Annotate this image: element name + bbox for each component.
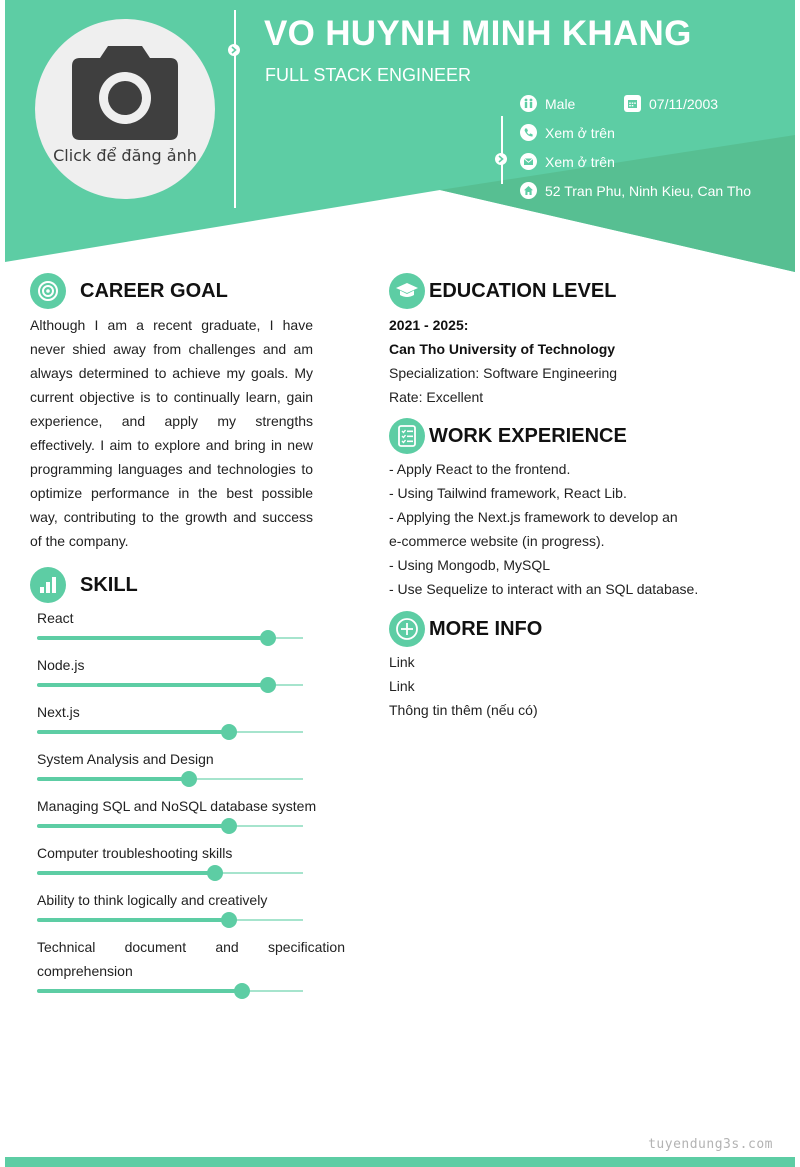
calendar-icon <box>624 95 641 112</box>
header-divider <box>234 10 236 208</box>
candidate-name: VO HUYNH MINH KHANG <box>264 14 692 53</box>
skill-fill <box>37 730 229 734</box>
more-info-heading <box>389 611 542 647</box>
address-row <box>520 182 751 199</box>
more-info-link[interactable]: Link <box>389 678 415 694</box>
gender-row <box>520 95 575 112</box>
more-info-details <box>389 650 538 722</box>
work-line: - Using Tailwind framework, React Lib. <box>389 485 627 501</box>
education-period: 2021 - 2025: <box>389 317 469 333</box>
phone-icon <box>520 124 537 141</box>
work-line: - Using Mongodb, MySQL <box>389 557 551 573</box>
education-rate: Rate: Excellent <box>389 389 484 405</box>
target-icon <box>30 273 66 309</box>
address-value: 52 Tran Phu, Ninh Kieu, Can Tho <box>545 182 751 199</box>
skill-fill <box>37 777 189 781</box>
work-title: WORK EXPERIENCE <box>429 424 627 447</box>
birthday-row <box>624 95 718 112</box>
career-goal-heading <box>30 273 228 309</box>
divider-arrow <box>228 44 240 56</box>
skill-name: Ability to think logically and creatively <box>37 892 268 908</box>
education-specialization: Specialization: Software Engineering <box>389 365 618 381</box>
more-info-extra: Thông tin thêm (nếu có) <box>389 702 538 718</box>
career-goal-text: Although I am a recent graduate, I have never shied away from challenges and am always determined to achieve my goals. My current objective is to continually learn, gain experience, and apply my strengths effectively. I aim to explore and bring in new programming languages and technologies to optimize performance in the best possible way, contributing to the growth and success of the company. <box>30 317 313 549</box>
education-details <box>389 313 617 409</box>
email-value: Xem ở trên <box>545 153 615 170</box>
skill-fill <box>37 989 242 993</box>
skill-title: SKILL <box>80 573 138 596</box>
home-icon <box>520 182 537 199</box>
skill-item <box>37 841 345 888</box>
skill-name: System Analysis and Design <box>37 751 214 767</box>
skill-fill <box>37 918 229 922</box>
more-info-title: MORE INFO <box>429 617 543 640</box>
work-details <box>389 457 698 601</box>
skill-knob[interactable] <box>260 677 276 693</box>
skill-knob[interactable] <box>207 865 223 881</box>
skill-fill <box>37 636 268 640</box>
skill-fill <box>37 871 215 875</box>
checklist-icon <box>389 418 425 454</box>
skill-name: Technical document and specification comprehension <box>37 939 345 979</box>
graduation-cap-icon <box>389 273 425 309</box>
skill-knob[interactable] <box>221 818 237 834</box>
watermark: tuyendung3s.com <box>648 1137 773 1152</box>
gender-value: Male <box>545 95 576 112</box>
phone-value: Xem ở trên <box>545 124 615 141</box>
chevron-right-icon <box>498 155 504 163</box>
mail-icon <box>520 153 537 170</box>
skill-knob[interactable] <box>181 771 197 787</box>
skill-fill <box>37 824 229 828</box>
skill-knob[interactable] <box>234 983 250 999</box>
info-divider <box>501 116 503 184</box>
work-heading <box>389 418 627 454</box>
skill-knob[interactable] <box>221 724 237 740</box>
phone-row <box>520 124 615 141</box>
work-line: - Use Sequelize to interact with an SQL database. <box>389 581 699 597</box>
birthday-value: 07/11/2003 <box>649 95 719 112</box>
skill-name: Managing SQL and NoSQL database system <box>37 798 317 814</box>
skill-item <box>37 606 345 653</box>
skill-knob[interactable] <box>260 630 276 646</box>
skill-name: Computer troubleshooting skills <box>37 845 233 861</box>
skill-item <box>37 653 345 700</box>
avatar-upload[interactable] <box>35 19 215 199</box>
more-info-link[interactable]: Link <box>389 654 415 670</box>
email-row <box>520 153 615 170</box>
skill-fill <box>37 683 268 687</box>
skill-item <box>37 935 345 1005</box>
skill-name: React <box>37 610 74 626</box>
footer-bar <box>5 1157 795 1167</box>
job-title: FULL STACK ENGINEER <box>265 65 472 85</box>
skill-item <box>37 747 345 794</box>
gender-icon <box>520 95 537 112</box>
skill-name: Node.js <box>37 657 85 673</box>
education-heading <box>389 273 616 309</box>
avatar-label: Click để đăng ảnh <box>53 146 197 165</box>
career-goal-title: CAREER GOAL <box>80 279 228 302</box>
skill-item <box>37 888 345 935</box>
education-title: EDUCATION LEVEL <box>429 279 617 302</box>
skill-heading <box>30 567 138 603</box>
work-line: e-commerce website (in progress). <box>389 533 605 549</box>
skill-list <box>37 606 345 1005</box>
skill-item <box>37 794 345 841</box>
work-line: - Applying the Next.js framework to develop an <box>389 509 678 525</box>
skill-knob[interactable] <box>221 912 237 928</box>
work-line: - Apply React to the frontend. <box>389 461 571 477</box>
skill-name: Next.js <box>37 704 80 720</box>
camera-icon <box>70 46 180 140</box>
info-divider-arrow <box>495 153 507 165</box>
plus-circle-icon <box>389 611 425 647</box>
education-school: Can Tho University of Technology <box>389 341 616 357</box>
skill-item <box>37 700 345 747</box>
chevron-right-icon <box>231 46 237 54</box>
bar-chart-icon <box>30 567 66 603</box>
